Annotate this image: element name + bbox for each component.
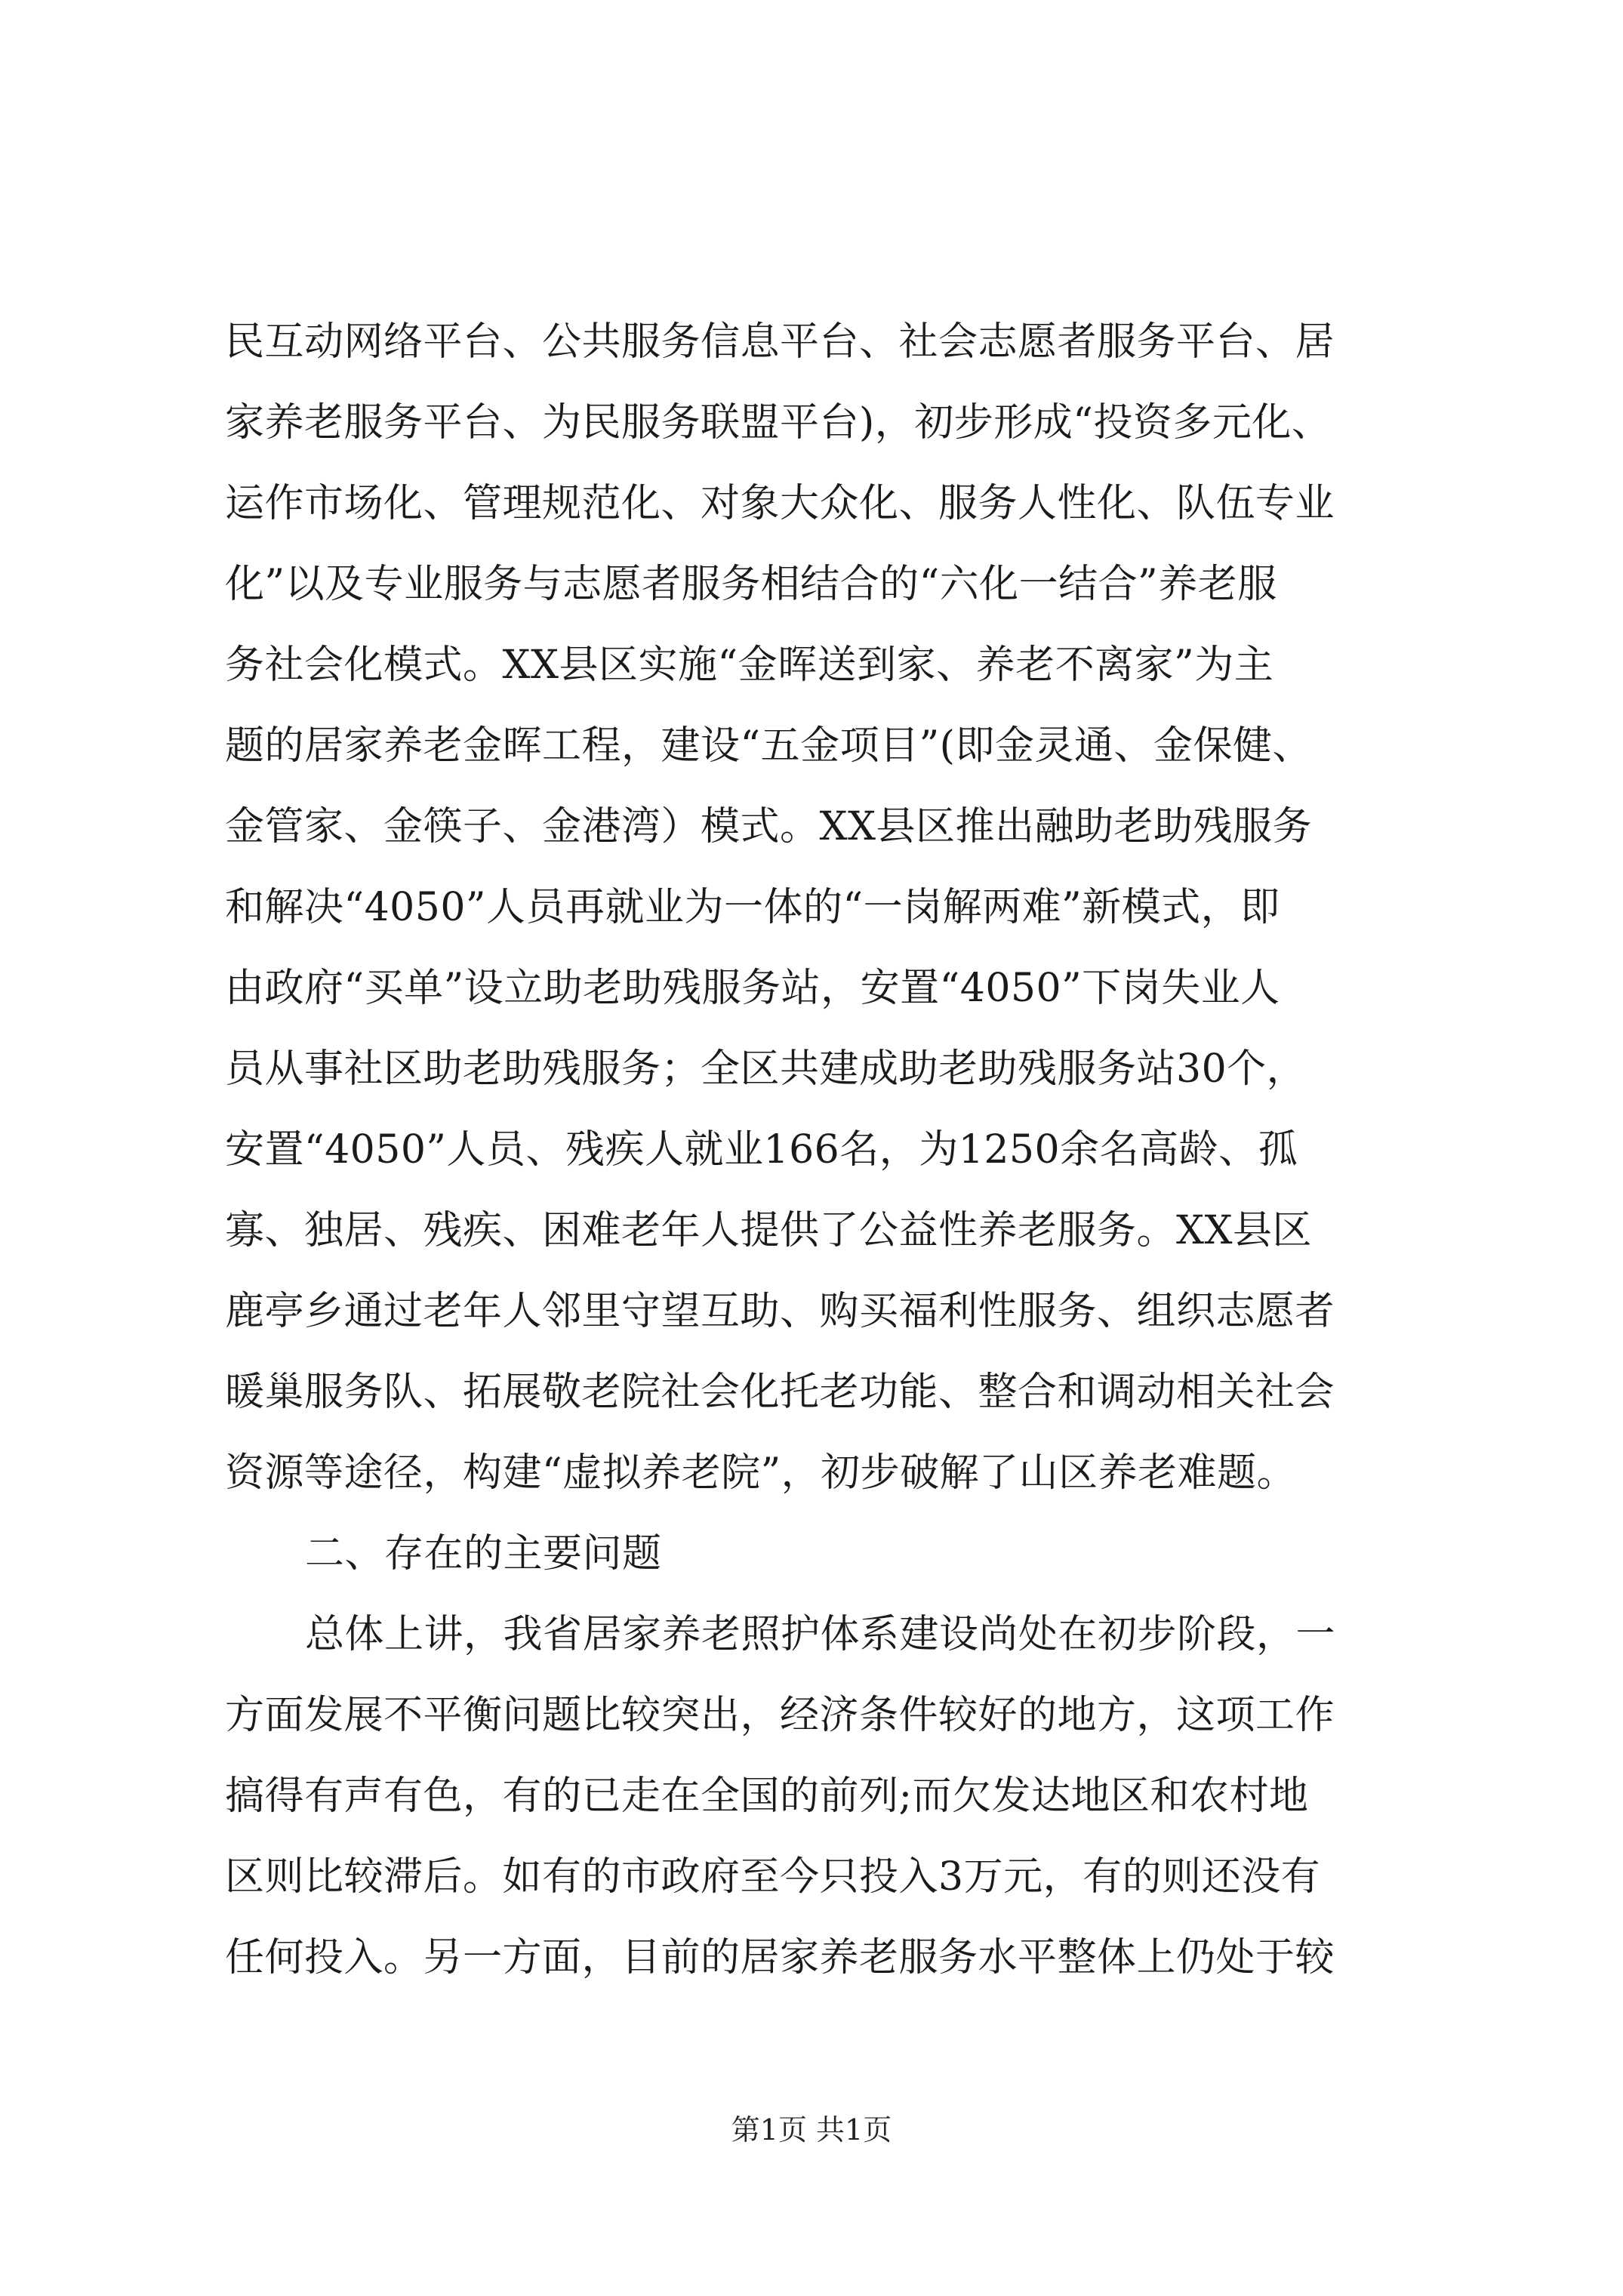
- text-line: 员从事社区助老助残服务；全区共建成助老助残服务站30个，: [225, 1046, 1307, 1092]
- text-line: 民互动网络平台、公共服务信息平台、社会志愿者服务平台、居: [225, 319, 1335, 365]
- text-line: 家养老服务平台、为民服务联盟平台)，初步形成“投资多元化、: [225, 400, 1332, 445]
- text-line: 区则比较滞后。如有的市政府至今只投入3万元，有的则还没有: [225, 1854, 1321, 1900]
- text-line: 鹿亭乡通过老年人邻里守望互助、购买福利性服务、组织志愿者: [225, 1289, 1335, 1334]
- text-line: 安置“4050”人员、残疾人就业166名，为1250余名高龄、孤: [225, 1127, 1298, 1173]
- text-line: 资源等途径，构建“虚拟养老院”，初步破解了山区养老难题。: [225, 1450, 1297, 1496]
- text-line: 由政府“买单”设立助老助残服务站，安置“4050”下岗失业人: [225, 966, 1280, 1011]
- text-line: 务社会化模式。XX县区实施“金晖送到家、养老不离家”为主: [225, 643, 1274, 688]
- text-line: 总体上讲，我省居家养老照护体系建设尚处在初步阶段，一: [305, 1612, 1336, 1657]
- document-body: [225, 302, 1419, 1999]
- text-line: 任何投入。另一方面，目前的居家养老服务水平整体上仍处于较: [225, 1935, 1335, 1980]
- text-line: 题的居家养老金晖工程，建设“五金项目”(即金灵通、金保健、: [225, 723, 1312, 769]
- text-line: 和解决“4050”人员再就业为一体的“一岗解两难”新模式，即: [225, 885, 1280, 930]
- text-line: 方面发展不平衡问题比较突出，经济条件较好的地方，这项工作: [225, 1693, 1335, 1738]
- text-line: 寡、独居、残疾、困难老年人提供了公益性养老服务。XX县区: [225, 1208, 1313, 1253]
- text-line: 金管家、金筷子、金港湾）模式。XX县区推出融助老助残服务: [225, 804, 1313, 849]
- text-line: 运作市场化、管理规范化、对象大众化、服务人性化、队伍专业: [225, 481, 1335, 526]
- text-line: 化”以及专业服务与志愿者服务相结合的“六化一结合”养老服: [225, 562, 1277, 607]
- section-heading: 二、存在的主要问题: [305, 1531, 662, 1576]
- text-line: 暖巢服务队、拓展敬老院社会化托老功能、整合和调动相关社会: [225, 1370, 1335, 1415]
- text-line: 搞得有声有色，有的已走在全国的前列;而欠发达地区和农村地: [225, 1774, 1309, 1819]
- page-footer: 第1页 共1页: [731, 2113, 892, 2147]
